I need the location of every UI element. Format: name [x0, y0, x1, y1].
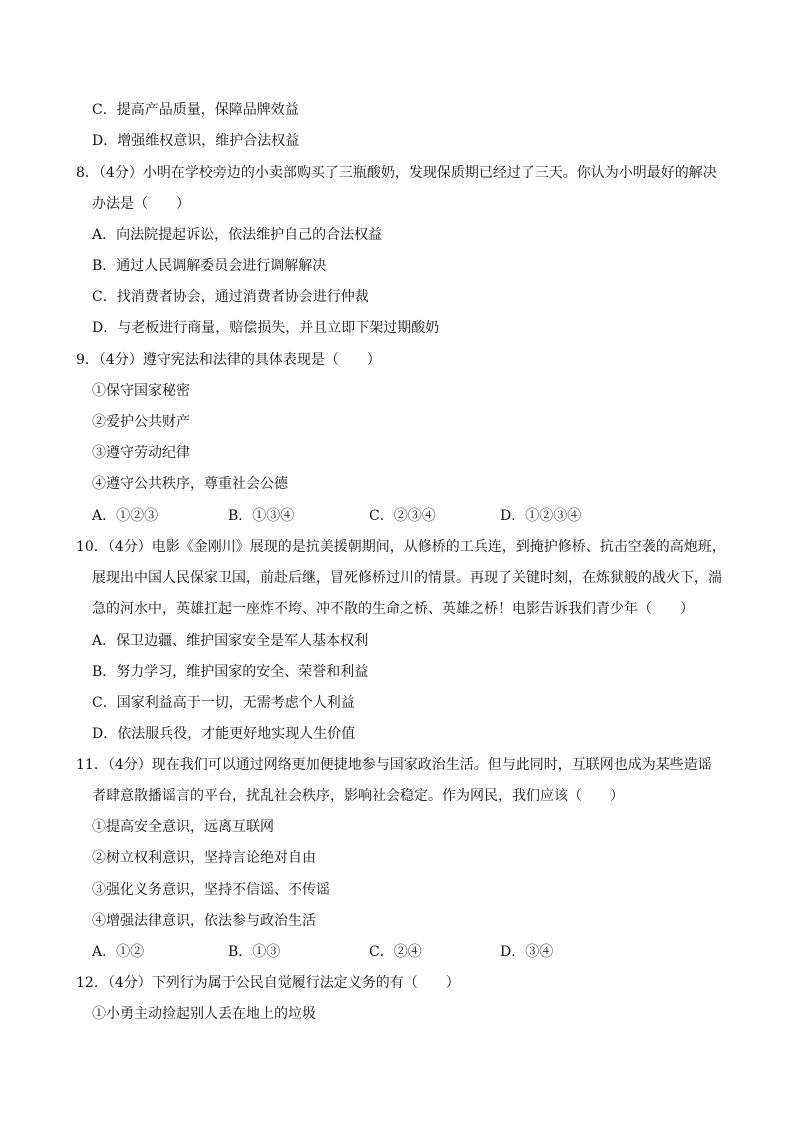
q8-stem-line1: 8．（4分）小明在学校旁边的小卖部购买了三瓶酸奶，发现保质期已经过了三天。你认为小明最好的解决 [76, 165, 717, 181]
q11-option-d: D．③④ [500, 944, 554, 960]
q7-option-d: D．增强维权意识，维护合法权益 [92, 133, 300, 149]
q10-option-a: A．保卫边疆、维护国家安全是军人基本权利 [92, 633, 369, 649]
q11-option-b: B．①③ [228, 944, 281, 960]
q9-options-row [92, 506, 732, 526]
q8-option-d: D．与老板进行商量，赔偿损失，并且立即下架过期酸奶 [92, 320, 440, 336]
q11-option-c: C．②④ [369, 944, 422, 960]
q9-option-b: B．①③④ [228, 508, 295, 524]
q7-option-c: C．提高产品质量，保障品牌效益 [92, 102, 299, 118]
q9-stem: 9．（4分）遵守宪法和法律的具体表现是（ ） [76, 352, 381, 368]
q9-item-3: ③遵守劳动纪律 [92, 445, 190, 461]
q8-stem-line2: 办法是（ ） [92, 196, 190, 212]
q10-option-c: C．国家利益高于一切，无需考虑个人利益 [92, 695, 355, 711]
q8-option-c: C．找消费者协会，通过消费者协会进行仲裁 [92, 289, 369, 305]
q12-item-1: ①小勇主动捡起别人丢在地上的垃圾 [92, 1006, 316, 1022]
q9-option-d: D．①②③④ [500, 508, 582, 524]
q11-item-4: ④增强法律意识，依法参与政治生活 [92, 913, 316, 929]
q11-item-3: ③强化义务意识，坚持不信谣、不传谣 [92, 882, 330, 898]
q11-item-1: ①提高安全意识，远离互联网 [92, 819, 274, 835]
q11-stem-line1: 11．（4分）现在我们可以通过网络更加便捷地参与国家政治生活。但与此同时，互联网也成为某些造谣 [76, 757, 712, 773]
q9-item-1: ①保守国家秘密 [92, 383, 190, 399]
q10-option-d: D．依法服兵役，才能更好地实现人生价值 [92, 726, 356, 742]
q11-options-row [92, 942, 732, 962]
q8-option-b: B．通过人民调解委员会进行调解解决 [92, 258, 327, 274]
q12-stem: 12．（4分）下列行为属于公民自觉履行法定义务的有（ ） [76, 975, 460, 991]
q11-stem-line2: 者肆意散播谣言的平台，扰乱社会秩序，影响社会稳定。作为网民，我们应该（ ） [92, 788, 624, 804]
q9-option-a: A．①②③ [92, 508, 159, 524]
q9-item-4: ④遵守公共秩序，尊重社会公德 [92, 476, 288, 492]
q9-item-2: ②爱护公共财产 [92, 414, 190, 430]
q8-option-a: A．向法院提起诉讼，依法维护自己的合法权益 [92, 227, 383, 243]
q10-stem-line1: 10．（4分）电影《金刚川》展现的是抗美援朝期间，从修桥的工兵连，到掩护修桥、抗击空袭的高炮班， [76, 539, 726, 555]
q10-stem-line3: 急的河水中，英雄扛起一座炸不垮、冲不散的生命之桥、英雄之桥！电影告诉我们青少年（ ） [92, 601, 694, 617]
q9-option-c: C．②③④ [369, 508, 436, 524]
q10-option-b: B．努力学习，维护国家的安全、荣誉和利益 [92, 664, 369, 680]
q11-item-2: ②树立权利意识，坚持言论绝对自由 [92, 850, 316, 866]
q10-stem-line2: 展现出中国人民保家卫国，前赴后继，冒死修桥过川的情景。再现了关键时刻，在炼狱般的战火下，湍 [92, 570, 722, 586]
q11-option-a: A．①② [92, 944, 145, 960]
